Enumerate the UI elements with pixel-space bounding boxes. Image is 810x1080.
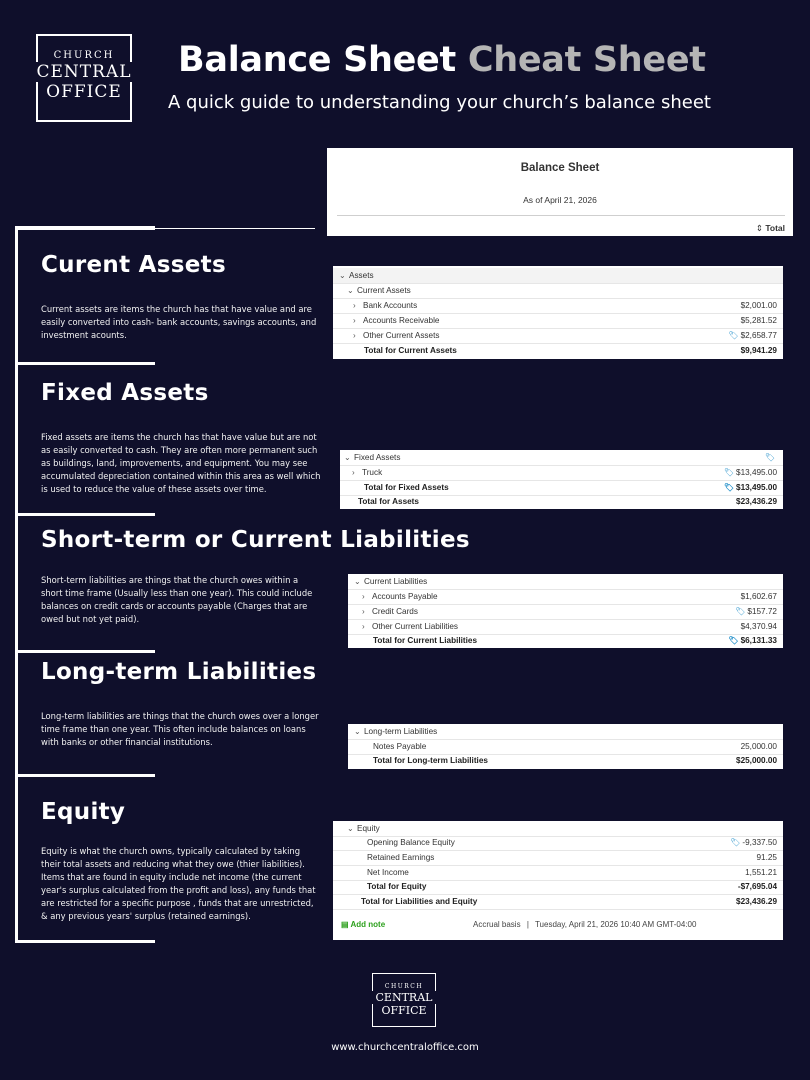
long-term-liabilities-group-row[interactable] <box>348 724 783 740</box>
bracket-divider-1 <box>15 362 155 365</box>
total-value: -$7,695.04 <box>737 882 777 891</box>
balance-sheet-title: Balance Sheet <box>520 162 600 174</box>
row-label: Opening Balance Equity <box>367 838 455 847</box>
add-note-button[interactable] <box>341 920 385 929</box>
row-value: $157.72 <box>747 607 777 616</box>
logo-line-1: CHURCH <box>53 50 115 61</box>
row-value: 91.25 <box>756 853 777 862</box>
table-row[interactable] <box>333 298 783 314</box>
fixed-assets-description: Fixed assets are items the church has that have value but are not as easily converted to cash. They are often more permanent such as buildings, land, improvements, and equipment. You may see accumulated depreciation contained within this area as well which is used to reduce the value of these assets over time. <box>41 432 321 494</box>
fixed-assets-heading: Fixed Assets <box>41 380 209 406</box>
row-label: Retained Earnings <box>367 853 435 862</box>
current-liabilities-label: Current Liabilities <box>364 577 428 586</box>
row-value: 25,000.00 <box>740 742 777 751</box>
bracket-divider-3 <box>15 650 155 653</box>
current-liabilities-heading: Short-term or Current Liabilities <box>41 527 470 553</box>
row-label: Notes Payable <box>373 742 427 751</box>
table-row[interactable] <box>348 604 783 620</box>
total-label: Total for Equity <box>367 882 427 891</box>
tag-icon[interactable]: 🏷 <box>723 468 735 477</box>
row-value: $1,602.67 <box>740 592 777 601</box>
balance-sheet-date: As of April 21, 2026 <box>523 195 597 205</box>
tag-icon[interactable]: 🏷 <box>735 607 746 616</box>
balance-sheet-header-panel <box>327 148 793 236</box>
row-value: $2,658.77 <box>740 331 777 340</box>
long-term-liabilities-panel <box>348 724 783 769</box>
equity-panel <box>333 821 783 940</box>
long-term-liabilities-description: Long-term liabilities are things that the church owes over a longer time frame than one year. This often include balances on loans with banks or other financial institutions. <box>41 711 319 747</box>
total-value: $6,131.33 <box>740 636 777 645</box>
total-label: Total for Current Assets <box>364 346 457 355</box>
tag-icon[interactable]: 🏷 <box>728 331 739 340</box>
total-row <box>333 343 783 358</box>
total-row <box>348 753 783 768</box>
tag-icon[interactable]: 🏷 <box>728 636 739 645</box>
total-label: Total for Assets <box>358 497 419 506</box>
chevron-right-icon: › <box>352 468 355 477</box>
table-row[interactable] <box>333 328 783 344</box>
report-timestamp: Tuesday, April 21, 2026 10:40 AM GMT-04:00 <box>534 920 697 929</box>
total-value: $9,941.29 <box>740 346 777 355</box>
chevron-down-icon: ⌄ <box>344 453 351 462</box>
note-icon: ▤ <box>341 920 349 929</box>
equity-description: Equity is what the church owns, typically calculated by taking their total assets and reducing what they owe (thier liabilities). Items that are found in equity include net income (the current year's surplus calculated from the profit and loss), any funds that are restricted for a specific purpose , funds that are unrestricted, & any previous years' surplus (retained earnings). <box>41 846 316 921</box>
chevron-right-icon: › <box>353 301 356 310</box>
row-label: Truck <box>362 468 383 477</box>
row-label: Net Income <box>367 868 409 877</box>
current-liabilities-description: Short-term liabilities are things that the church owes within a short time frame (Usually less than one year). This could include balances on credit cards or accounts payable (Charges that are owed but not yet paid). <box>41 575 313 624</box>
fixed-assets-panel <box>340 450 783 509</box>
chevron-right-icon: › <box>362 592 365 601</box>
sort-arrows-icon: ⇕ <box>755 223 763 233</box>
total-value: $25,000.00 <box>736 756 777 765</box>
report-footer-meta <box>473 920 696 929</box>
row-label: Other Current Assets <box>363 331 440 340</box>
total-row <box>333 879 783 895</box>
assets-label: Assets <box>349 271 374 280</box>
current-liabilities-panel <box>348 574 783 648</box>
logo-line-3: OFFICE <box>381 1004 427 1017</box>
row-label: Other Current Liabilities <box>372 622 459 631</box>
row-value: $4,370.94 <box>740 622 777 631</box>
current-assets-panel <box>333 266 783 359</box>
current-assets-group-row[interactable] <box>333 283 783 299</box>
row-value: $13,495.00 <box>736 468 777 477</box>
logo-line-2: CENTRAL <box>28 62 140 82</box>
bracket-divider-2 <box>15 513 155 516</box>
total-value: $13,495.00 <box>736 483 777 492</box>
table-row[interactable] <box>348 589 783 605</box>
bracket-top-line <box>15 226 155 230</box>
chevron-right-icon: › <box>362 607 365 616</box>
header-divider <box>337 215 785 216</box>
chevron-right-icon: › <box>362 622 365 631</box>
long-term-liabilities-label: Long-term Liabilities <box>364 727 438 736</box>
total-label: Total for Liabilities and Equity <box>361 897 478 906</box>
row-label: Credit Cards <box>372 607 418 616</box>
equity-label: Equity <box>357 824 380 833</box>
footer-logo <box>372 973 436 1027</box>
current-assets-description: Current assets are items the church has that have value and are easily converted into cash- bank accounts, savings accounts, and investment acounts. <box>41 304 317 340</box>
total-column-label: Total <box>765 223 785 233</box>
chevron-down-icon: ⌄ <box>354 577 361 586</box>
total-value: $23,436.29 <box>736 497 777 506</box>
row-value: $5,281.52 <box>740 316 777 325</box>
row-value: 1,551.21 <box>745 868 777 877</box>
equity-heading: Equity <box>41 799 126 825</box>
total-label: Total for Fixed Assets <box>364 483 449 492</box>
row-value: $2,001.00 <box>740 301 777 310</box>
current-assets-label: Current Assets <box>357 286 411 295</box>
chevron-right-icon: › <box>353 331 356 340</box>
page-title <box>178 40 706 80</box>
page-title-main: Balance Sheet <box>178 40 456 80</box>
fixed-assets-group-row[interactable] <box>340 450 783 466</box>
logo-line-3: OFFICE <box>46 82 122 102</box>
chevron-right-icon: › <box>353 316 356 325</box>
assets-group-row[interactable] <box>333 268 783 284</box>
row-label: Accounts Payable <box>372 592 438 601</box>
bracket-top-thin-line <box>155 228 315 229</box>
page-title-accent: Cheat Sheet <box>467 40 706 80</box>
tag-icon[interactable]: 🏷 <box>730 838 741 847</box>
total-column-header[interactable] <box>756 223 785 234</box>
total-label: Total for Long-term Liabilities <box>373 756 488 765</box>
total-row <box>333 894 783 910</box>
total-value: $23,436.29 <box>736 897 777 906</box>
chevron-down-icon: ⌄ <box>347 824 354 833</box>
current-assets-heading: Curent Assets <box>41 252 226 278</box>
row-value: -9,337.50 <box>742 838 777 847</box>
row-label: Bank Accounts <box>363 301 418 310</box>
bracket-divider-4 <box>15 774 155 777</box>
add-note-label: Add note <box>350 920 386 929</box>
accounting-basis: Accrual basis <box>473 920 521 929</box>
row-label: Accounts Receivable <box>363 316 440 325</box>
fixed-assets-label: Fixed Assets <box>354 453 401 462</box>
table-row[interactable] <box>333 835 783 851</box>
page-subtitle: A quick guide to understanding your church’s balance sheet <box>168 92 711 113</box>
logo-line-2: CENTRAL <box>367 991 441 1004</box>
chevron-down-icon: ⌄ <box>354 727 361 736</box>
table-row[interactable] <box>340 465 783 481</box>
tag-icon[interactable]: 🏷 <box>764 453 775 462</box>
total-row <box>348 633 783 648</box>
chevron-down-icon: ⌄ <box>347 286 354 295</box>
chevron-down-icon: ⌄ <box>339 271 346 280</box>
logo-line-1: CHURCH <box>384 983 424 990</box>
total-label: Total for Current Liabilities <box>373 636 478 645</box>
total-row <box>340 494 783 509</box>
bracket-vertical-line <box>15 229 18 943</box>
meta-separator: | <box>526 920 529 929</box>
website-url[interactable]: www.churchcentraloffice.com <box>331 1042 479 1053</box>
church-central-office-logo <box>36 34 132 122</box>
current-liabilities-group-row[interactable] <box>348 574 783 590</box>
bracket-bottom-line <box>15 940 155 943</box>
table-row[interactable] <box>333 850 783 866</box>
tag-icon[interactable]: 🏷 <box>723 483 735 492</box>
table-row[interactable] <box>333 313 783 329</box>
long-term-liabilities-heading: Long-term Liabilities <box>41 659 317 685</box>
